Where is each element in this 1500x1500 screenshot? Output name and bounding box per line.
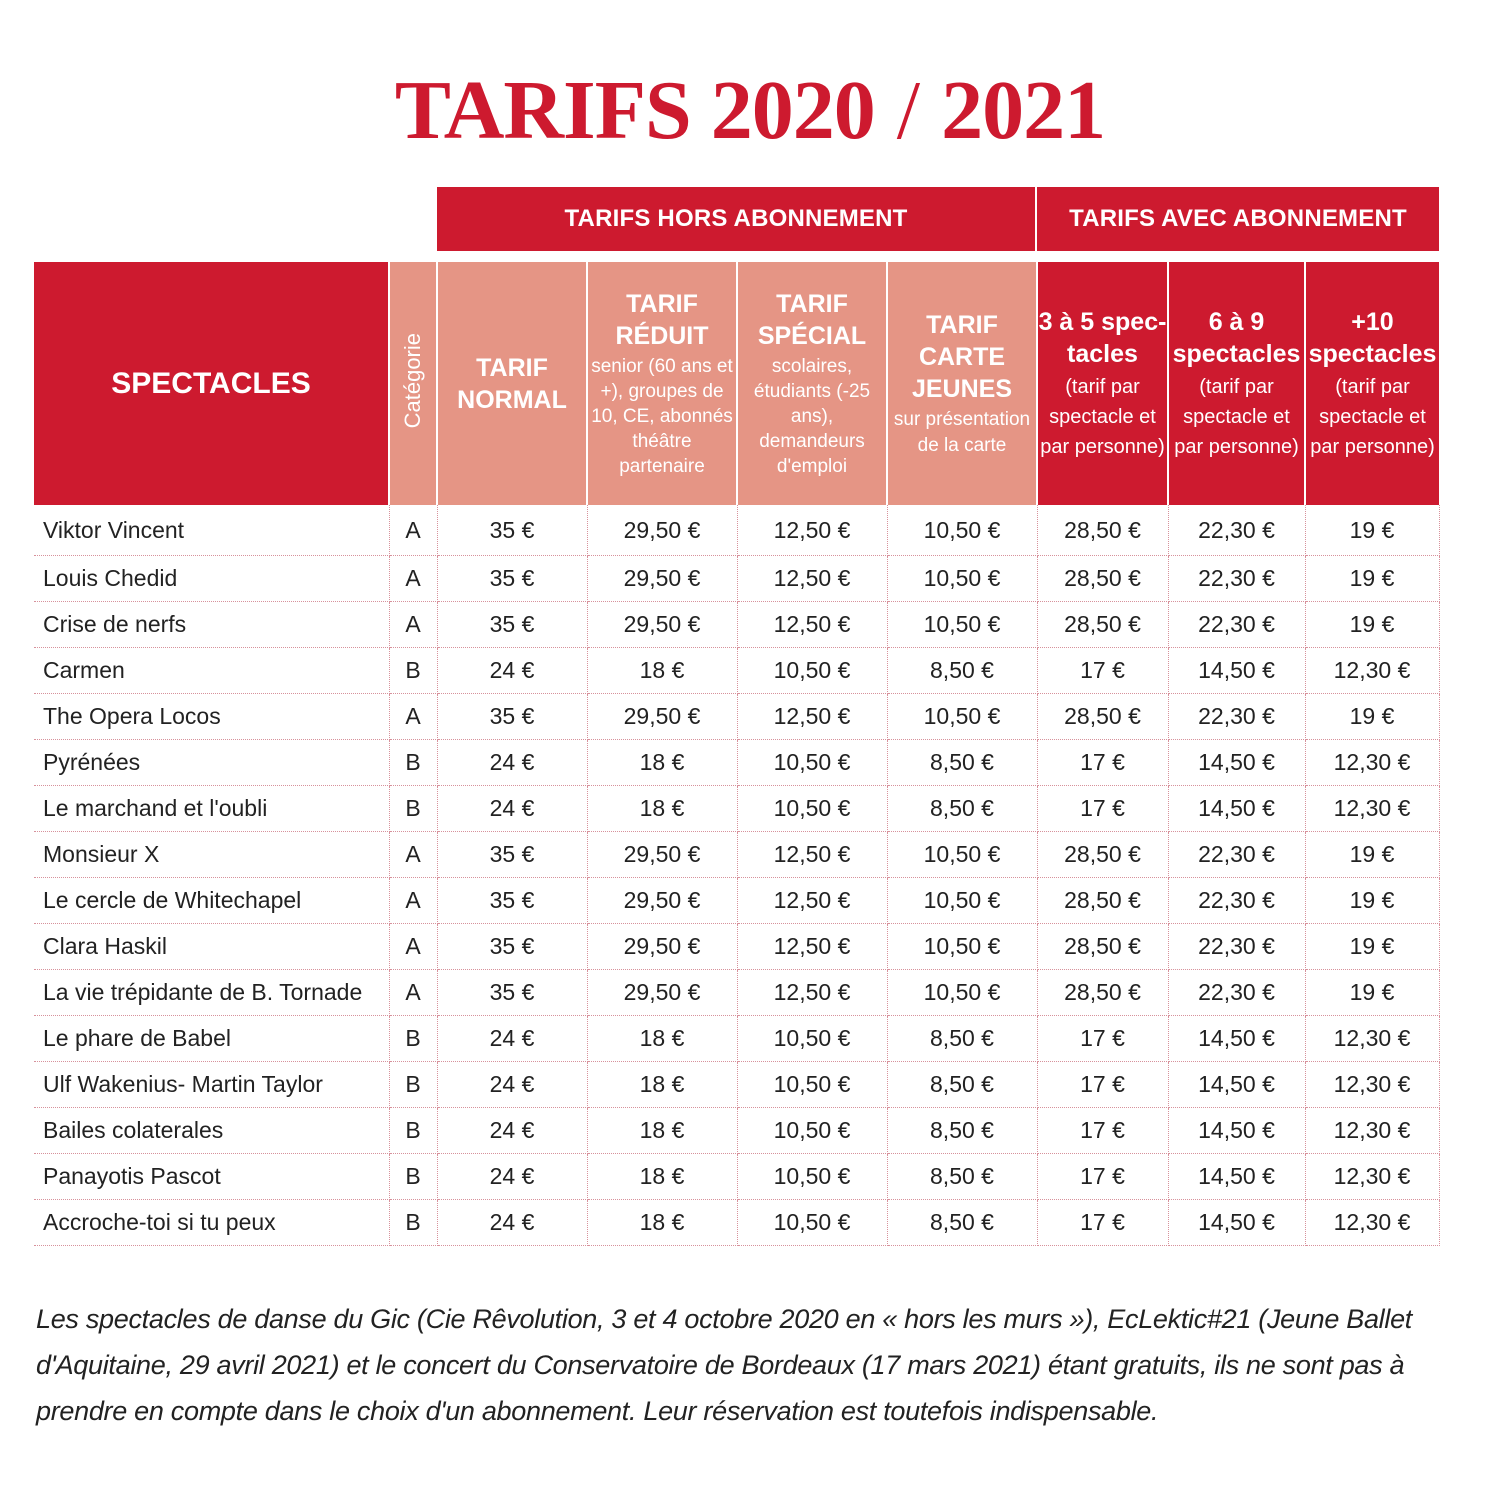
table-row — [34, 924, 1439, 970]
cell-abo-3-5: 28,50 € — [1037, 556, 1168, 602]
cell-jeunes: 8,50 € — [887, 1016, 1037, 1062]
cell-abo-10: 19 € — [1305, 878, 1439, 924]
header-abo-6-9-desc: (tarif par spectacle et par personne) — [1174, 375, 1299, 458]
cell-reduit: 29,50 € — [587, 694, 737, 740]
cell-normal: 35 € — [437, 556, 587, 602]
cell-reduit: 29,50 € — [587, 970, 737, 1016]
cell-cat: B — [389, 1108, 437, 1154]
header-tarif-special-title: TARIF SPÉCIAL — [757, 289, 867, 350]
cell-abo-10: 12,30 € — [1305, 1062, 1439, 1108]
cell-jeunes: 10,50 € — [887, 505, 1037, 556]
table-row — [34, 832, 1439, 878]
cell-abo-3-5: 28,50 € — [1037, 832, 1168, 878]
cell-name: Accroche-toi si tu peux — [34, 1200, 389, 1246]
table-body — [34, 505, 1439, 1246]
cell-abo-10: 19 € — [1305, 602, 1439, 648]
cell-cat: A — [389, 878, 437, 924]
header-tarif-reduit-title: TARIF RÉDUIT — [615, 289, 709, 350]
cell-jeunes: 8,50 € — [887, 648, 1037, 694]
cell-cat: A — [389, 924, 437, 970]
cell-reduit: 18 € — [587, 1016, 737, 1062]
cell-abo-6-9: 14,50 € — [1168, 1154, 1305, 1200]
group-header-avec-abonnement: TARIFS AVEC ABONNEMENT — [1037, 187, 1439, 251]
cell-normal: 24 € — [437, 740, 587, 786]
cell-cat: B — [389, 648, 437, 694]
cell-abo-6-9: 22,30 € — [1168, 556, 1305, 602]
cell-special: 10,50 € — [737, 1016, 887, 1062]
cell-normal: 35 € — [437, 505, 587, 556]
cell-name: La vie trépidante de B. Tornade — [34, 970, 389, 1016]
table-row — [34, 970, 1439, 1016]
table-row — [34, 1108, 1439, 1154]
cell-special: 10,50 € — [737, 1200, 887, 1246]
cell-abo-10: 19 € — [1305, 970, 1439, 1016]
cell-abo-10: 19 € — [1305, 556, 1439, 602]
footnote: Les spectacles de danse du Gic (Cie Rêvolution, 3 et 4 octobre 2020 en « hors les murs »), EcLektic#21 (Jeune Ballet d'Aquitaine, 29 avril 2021) et le concert du Conservatoire de Bordeaux (17 mars 2021) étant gratuits, ils ne sont pas à prendre en compte dans le choix d'un abonnement. Leur réservation est toutefois indispensable. — [36, 1304, 1412, 1426]
cell-cat: A — [389, 694, 437, 740]
cell-reduit: 18 € — [587, 648, 737, 694]
cell-abo-3-5: 17 € — [1037, 740, 1168, 786]
cell-reduit: 29,50 € — [587, 556, 737, 602]
cell-special: 12,50 € — [737, 505, 887, 556]
cell-jeunes: 8,50 € — [887, 1108, 1037, 1154]
cell-name: Pyrénées — [34, 740, 389, 786]
table-header-row — [34, 262, 1439, 505]
cell-abo-6-9: 14,50 € — [1168, 1200, 1305, 1246]
cell-cat: B — [389, 740, 437, 786]
cell-cat: B — [389, 786, 437, 832]
cell-reduit: 18 € — [587, 786, 737, 832]
cell-special: 10,50 € — [737, 1108, 887, 1154]
cell-reduit: 29,50 € — [587, 505, 737, 556]
cell-abo-10: 12,30 € — [1305, 1200, 1439, 1246]
header-abo-3-5-desc: (tarif par spectacle et par personne) — [1040, 375, 1165, 458]
cell-reduit: 29,50 € — [587, 924, 737, 970]
cell-abo-10: 19 € — [1305, 924, 1439, 970]
cell-abo-10: 19 € — [1305, 505, 1439, 556]
cell-reduit: 18 € — [587, 1200, 737, 1246]
cell-cat: B — [389, 1016, 437, 1062]
header-abo-6-9-title: 6 à 9 spectacles — [1172, 307, 1301, 368]
cell-abo-3-5: 28,50 € — [1037, 970, 1168, 1016]
table-row — [34, 1200, 1439, 1246]
cell-abo-10: 19 € — [1305, 832, 1439, 878]
cell-abo-10: 12,30 € — [1305, 1016, 1439, 1062]
header-abo-6-9 — [1168, 262, 1305, 505]
cell-name: Viktor Vincent — [34, 505, 389, 556]
table-row — [34, 740, 1439, 786]
header-spectacles: SPECTACLES — [34, 262, 389, 505]
table-row — [34, 1016, 1439, 1062]
cell-cat: A — [389, 970, 437, 1016]
cell-reduit: 18 € — [587, 1154, 737, 1200]
header-abo-10 — [1305, 262, 1439, 505]
cell-name: Clara Haskil — [34, 924, 389, 970]
table-row — [34, 602, 1439, 648]
cell-abo-10: 12,30 € — [1305, 786, 1439, 832]
cell-reduit: 18 € — [587, 1108, 737, 1154]
header-tarif-reduit — [587, 262, 737, 505]
cell-name: Bailes colaterales — [34, 1108, 389, 1154]
cell-normal: 24 € — [437, 786, 587, 832]
page-title — [0, 62, 1500, 159]
cell-abo-6-9: 14,50 € — [1168, 786, 1305, 832]
cell-reduit: 29,50 € — [587, 602, 737, 648]
cell-special: 10,50 € — [737, 786, 887, 832]
cell-abo-3-5: 28,50 € — [1037, 694, 1168, 740]
cell-abo-6-9: 22,30 € — [1168, 970, 1305, 1016]
table-row — [34, 505, 1439, 556]
cell-jeunes: 10,50 € — [887, 970, 1037, 1016]
cell-name: The Opera Locos — [34, 694, 389, 740]
title-years-end: 2021 — [941, 64, 1106, 157]
cell-abo-6-9: 14,50 € — [1168, 1016, 1305, 1062]
group-header-hors-abonnement: TARIFS HORS ABONNEMENT — [437, 187, 1035, 251]
cell-abo-6-9: 22,30 € — [1168, 832, 1305, 878]
cell-abo-3-5: 28,50 € — [1037, 602, 1168, 648]
cell-abo-10: 12,30 € — [1305, 1154, 1439, 1200]
cell-abo-6-9: 22,30 € — [1168, 924, 1305, 970]
tarifs-table — [34, 262, 1440, 1246]
header-tarif-carte-jeunes — [887, 262, 1037, 505]
cell-abo-10: 12,30 € — [1305, 1108, 1439, 1154]
cell-reduit: 29,50 € — [587, 878, 737, 924]
cell-special: 12,50 € — [737, 832, 887, 878]
cell-special: 10,50 € — [737, 1062, 887, 1108]
cell-special: 10,50 € — [737, 1154, 887, 1200]
header-abo-3-5 — [1037, 262, 1168, 505]
table-row — [34, 878, 1439, 924]
cell-abo-3-5: 17 € — [1037, 1200, 1168, 1246]
cell-cat: A — [389, 556, 437, 602]
table-row — [34, 786, 1439, 832]
cell-jeunes: 10,50 € — [887, 832, 1037, 878]
table-row — [34, 1062, 1439, 1108]
cell-cat: A — [389, 832, 437, 878]
cell-jeunes: 10,50 € — [887, 878, 1037, 924]
cell-normal: 35 € — [437, 970, 587, 1016]
cell-abo-6-9: 14,50 € — [1168, 1062, 1305, 1108]
cell-abo-6-9: 22,30 € — [1168, 878, 1305, 924]
cell-normal: 35 € — [437, 878, 587, 924]
cell-special: 12,50 € — [737, 602, 887, 648]
cell-name: Crise de nerfs — [34, 602, 389, 648]
cell-jeunes: 8,50 € — [887, 1062, 1037, 1108]
cell-abo-6-9: 22,30 € — [1168, 602, 1305, 648]
header-categorie-label: Catégorie — [400, 333, 425, 429]
header-tarif-normal — [437, 262, 587, 505]
header-tarif-special-desc: scolaires, étudiants (-25 ans), demandeurs d'emploi — [753, 355, 871, 478]
cell-abo-3-5: 28,50 € — [1037, 878, 1168, 924]
cell-reduit: 29,50 € — [587, 832, 737, 878]
cell-cat: B — [389, 1200, 437, 1246]
header-tarif-carte-jeunes-title: TARIF CARTE JEUNES — [911, 311, 1013, 404]
cell-reduit: 18 € — [587, 740, 737, 786]
table-row — [34, 1154, 1439, 1200]
cell-abo-3-5: 17 € — [1037, 1108, 1168, 1154]
cell-abo-6-9: 14,50 € — [1168, 740, 1305, 786]
cell-abo-3-5: 17 € — [1037, 648, 1168, 694]
cell-abo-10: 12,30 € — [1305, 740, 1439, 786]
cell-jeunes: 8,50 € — [887, 1200, 1037, 1246]
cell-special: 12,50 € — [737, 878, 887, 924]
cell-normal: 35 € — [437, 924, 587, 970]
cell-abo-3-5: 28,50 € — [1037, 505, 1168, 556]
cell-special: 12,50 € — [737, 694, 887, 740]
cell-abo-10: 12,30 € — [1305, 648, 1439, 694]
cell-abo-3-5: 28,50 € — [1037, 924, 1168, 970]
cell-jeunes: 10,50 € — [887, 602, 1037, 648]
header-tarif-normal-title: TARIF NORMAL — [457, 353, 567, 414]
cell-cat: B — [389, 1154, 437, 1200]
cell-normal: 35 € — [437, 832, 587, 878]
cell-abo-6-9: 22,30 € — [1168, 694, 1305, 740]
cell-jeunes: 8,50 € — [887, 1154, 1037, 1200]
cell-jeunes: 8,50 € — [887, 740, 1037, 786]
cell-jeunes: 10,50 € — [887, 556, 1037, 602]
cell-name: Ulf Wakenius- Martin Taylor — [34, 1062, 389, 1108]
header-abo-10-desc: (tarif par spectacle et par personne) — [1310, 375, 1435, 458]
cell-cat: B — [389, 1062, 437, 1108]
cell-cat: A — [389, 505, 437, 556]
cell-jeunes: 8,50 € — [887, 786, 1037, 832]
cell-abo-3-5: 17 € — [1037, 1154, 1168, 1200]
cell-abo-3-5: 17 € — [1037, 1062, 1168, 1108]
cell-jeunes: 10,50 € — [887, 694, 1037, 740]
cell-normal: 24 € — [437, 1062, 587, 1108]
cell-name: Carmen — [34, 648, 389, 694]
cell-normal: 35 € — [437, 602, 587, 648]
cell-normal: 24 € — [437, 1108, 587, 1154]
header-abo-10-title: +10 spectacles — [1308, 307, 1437, 368]
header-tarif-carte-jeunes-desc: sur présentation de la carte — [893, 409, 1031, 456]
cell-name: Panayotis Pascot — [34, 1154, 389, 1200]
cell-special: 12,50 € — [737, 970, 887, 1016]
cell-abo-3-5: 17 € — [1037, 786, 1168, 832]
cell-name: Le marchand et l'oubli — [34, 786, 389, 832]
cell-name: Le phare de Babel — [34, 1016, 389, 1062]
cell-normal: 24 € — [437, 648, 587, 694]
table-row — [34, 648, 1439, 694]
cell-name: Monsieur X — [34, 832, 389, 878]
cell-normal: 24 € — [437, 1016, 587, 1062]
cell-special: 10,50 € — [737, 648, 887, 694]
header-abo-3-5-title: 3 à 5 spectacles — [1038, 307, 1167, 368]
title-years-start: TARIFS 2020 — [394, 64, 875, 157]
cell-reduit: 18 € — [587, 1062, 737, 1108]
table-row — [34, 556, 1439, 602]
cell-jeunes: 10,50 € — [887, 924, 1037, 970]
cell-abo-10: 19 € — [1305, 694, 1439, 740]
cell-name: Louis Chedid — [34, 556, 389, 602]
cell-normal: 24 € — [437, 1200, 587, 1246]
header-tarif-special — [737, 262, 887, 505]
cell-normal: 35 € — [437, 694, 587, 740]
cell-abo-6-9: 14,50 € — [1168, 1108, 1305, 1154]
cell-cat: A — [389, 602, 437, 648]
cell-special: 10,50 € — [737, 740, 887, 786]
cell-abo-6-9: 22,30 € — [1168, 505, 1305, 556]
table-row — [34, 694, 1439, 740]
cell-special: 12,50 € — [737, 556, 887, 602]
cell-abo-3-5: 17 € — [1037, 1016, 1168, 1062]
cell-normal: 24 € — [437, 1154, 587, 1200]
title-separator: / — [896, 64, 920, 157]
cell-name: Le cercle de Whitechapel — [34, 878, 389, 924]
header-tarif-reduit-desc: senior (60 ans et +), groupes de 10, CE, abonnés théâtre partenaire — [591, 355, 733, 478]
cell-abo-6-9: 14,50 € — [1168, 648, 1305, 694]
header-categorie — [389, 262, 437, 505]
cell-special: 12,50 € — [737, 924, 887, 970]
